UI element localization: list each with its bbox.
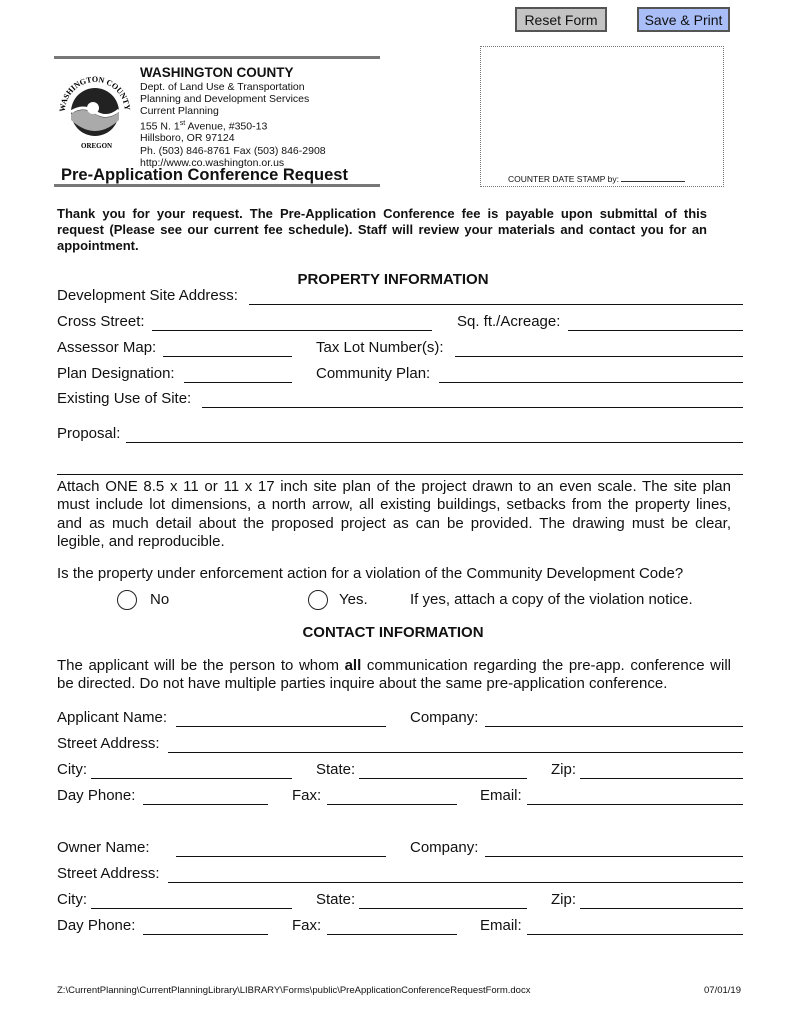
plan-designation-field[interactable] xyxy=(184,365,292,383)
contact-text-bold: all xyxy=(344,657,362,674)
enforcement-no-radio[interactable] xyxy=(117,590,137,610)
org-name: WASHINGTON COUNTY xyxy=(140,65,294,80)
property-heading: PROPERTY INFORMATION xyxy=(297,271,489,288)
assessor-map-label: Assessor Map: xyxy=(57,339,157,356)
acreage-field[interactable] xyxy=(568,313,743,331)
street-line xyxy=(140,118,326,133)
header-rule-top xyxy=(54,56,380,59)
owner-fax-field[interactable] xyxy=(327,917,457,935)
reset-form-button[interactable]: Reset Form xyxy=(515,7,607,32)
dept-line: Dept. of Land Use & Transportation xyxy=(140,81,305,93)
owner-email-label: Email: xyxy=(480,917,522,934)
owner-zip-field[interactable] xyxy=(580,891,743,909)
applicant-day-phone-field[interactable] xyxy=(143,787,268,805)
proposal-label: Proposal: xyxy=(57,425,121,442)
owner-zip-label: Zip: xyxy=(551,891,577,908)
applicant-city-field[interactable] xyxy=(91,761,292,779)
stamp-label-text: COUNTER DATE STAMP by: xyxy=(508,174,619,184)
county-logo xyxy=(57,72,133,152)
applicant-state-label: State: xyxy=(316,761,356,778)
owner-city-label: City: xyxy=(57,891,87,908)
save-print-button[interactable]: Save & Print xyxy=(637,7,730,32)
owner-day-phone-label: Day Phone: xyxy=(57,917,136,934)
tax-lot-field[interactable] xyxy=(455,339,743,357)
contact-text-pre: The applicant will be the person to whom xyxy=(57,657,345,674)
applicant-email-field[interactable] xyxy=(527,787,743,805)
phone-line: Ph. (503) 846-8761 Fax (503) 846-2908 xyxy=(140,144,326,157)
existing-use-field[interactable] xyxy=(202,390,743,408)
city-line: Hillsboro, OR 97124 xyxy=(140,132,235,145)
owner-state-field[interactable] xyxy=(359,891,527,909)
applicant-city-label: City: xyxy=(57,761,87,778)
street-pre: 155 N. 1 xyxy=(140,120,180,133)
division-line: Planning and Development Services xyxy=(140,93,310,106)
owner-company-field[interactable] xyxy=(485,839,743,857)
page-title: Pre-Application Conference Request xyxy=(61,166,348,184)
owner-name-label: Owner Name: xyxy=(57,839,150,856)
cross-street-label: Cross Street: xyxy=(57,313,145,330)
site-address-label: Development Site Address: xyxy=(57,287,238,304)
applicant-fax-label: Fax: xyxy=(292,787,322,804)
stamp-signature-line xyxy=(621,181,685,182)
enforcement-question: Is the property under enforcement action for a violation of the Community Development Code? xyxy=(57,565,684,582)
site-address-field[interactable] xyxy=(249,287,743,305)
community-plan-field[interactable] xyxy=(439,365,743,383)
contact-instructions xyxy=(57,657,731,694)
owner-name-field[interactable] xyxy=(176,839,386,857)
owner-day-phone-field[interactable] xyxy=(143,917,268,935)
intro-text: Thank you for your request. The Pre-Application Conference fee is payable upon submittal of this request (Please see our current fee schedule). Staff will review your materials and contact you for an appointment. xyxy=(57,206,707,254)
tax-lot-label: Tax Lot Number(s): xyxy=(316,339,444,356)
assessor-map-field[interactable] xyxy=(163,339,292,357)
url-line[interactable]: http://www.co.washington.or.us xyxy=(140,156,285,169)
header-rule-bottom xyxy=(54,184,380,187)
plan-designation-label: Plan Designation: xyxy=(57,365,175,382)
applicant-street-address-field[interactable] xyxy=(168,735,743,753)
org-address-block xyxy=(140,81,326,169)
owner-fax-label: Fax: xyxy=(292,917,322,934)
applicant-company-label: Company: xyxy=(410,709,479,726)
street-post: Avenue, #350-13 xyxy=(185,120,268,133)
no-label: No xyxy=(150,591,170,608)
applicant-day-phone-label: Day Phone: xyxy=(57,787,136,804)
contact-heading: CONTACT INFORMATION xyxy=(302,624,484,641)
section-line: Current Planning xyxy=(140,105,219,118)
applicant-name-label: Applicant Name: xyxy=(57,709,168,726)
proposal-continued-field[interactable] xyxy=(57,457,743,475)
existing-use-label: Existing Use of Site: xyxy=(57,390,192,407)
contact-text-post: communication regarding the pre-app. conference will be directed. Do not have multiple parties inquire about the same pre-application conference. xyxy=(57,657,732,693)
applicant-state-field[interactable] xyxy=(359,761,527,779)
owner-street-address-label: Street Address: xyxy=(57,865,160,882)
applicant-zip-label: Zip: xyxy=(551,761,577,778)
owner-email-field[interactable] xyxy=(527,917,743,935)
applicant-street-address-label: Street Address: xyxy=(57,735,160,752)
enforcement-yes-radio[interactable] xyxy=(308,590,328,610)
yes-note: If yes, attach a copy of the violation notice. xyxy=(410,591,693,608)
street-sup: st xyxy=(179,119,186,127)
footer-file-path: Z:\CurrentPlanning\CurrentPlanningLibrary\LIBRARY\Forms\public\PreApplicationConferenceRequestForm.docx xyxy=(57,985,531,996)
yes-label: Yes. xyxy=(339,591,368,608)
owner-company-label: Company: xyxy=(410,839,479,856)
footer-date: 07/01/19 xyxy=(704,985,741,996)
community-plan-label: Community Plan: xyxy=(316,365,431,382)
applicant-zip-field[interactable] xyxy=(580,761,743,779)
site-plan-instructions: Attach ONE 8.5 x 11 or 11 x 17 inch site plan of the project drawn to an even scale. The site plan must include lot dimensions, a north arrow, all existing buildings, setbacks from the property lines, and as much detail about the proposed project as can be provided. The drawing must be clear, legible, and reproducible. xyxy=(57,478,731,550)
svg-text:WASHINGTON COUNTY: WASHINGTON COUNTY xyxy=(57,74,133,113)
acreage-label: Sq. ft./Acreage: xyxy=(457,313,561,330)
applicant-fax-field[interactable] xyxy=(327,787,457,805)
applicant-email-label: Email: xyxy=(480,787,522,804)
owner-street-address-field[interactable] xyxy=(168,865,743,883)
applicant-company-field[interactable] xyxy=(485,709,743,727)
counter-stamp-box xyxy=(480,46,724,187)
owner-city-field[interactable] xyxy=(91,891,292,909)
owner-state-label: State: xyxy=(316,891,356,908)
cross-street-field[interactable] xyxy=(152,313,432,331)
counter-stamp-label xyxy=(508,174,685,184)
applicant-name-field[interactable] xyxy=(176,709,386,727)
proposal-field[interactable] xyxy=(126,425,743,443)
svg-text:OREGON: OREGON xyxy=(81,142,113,150)
